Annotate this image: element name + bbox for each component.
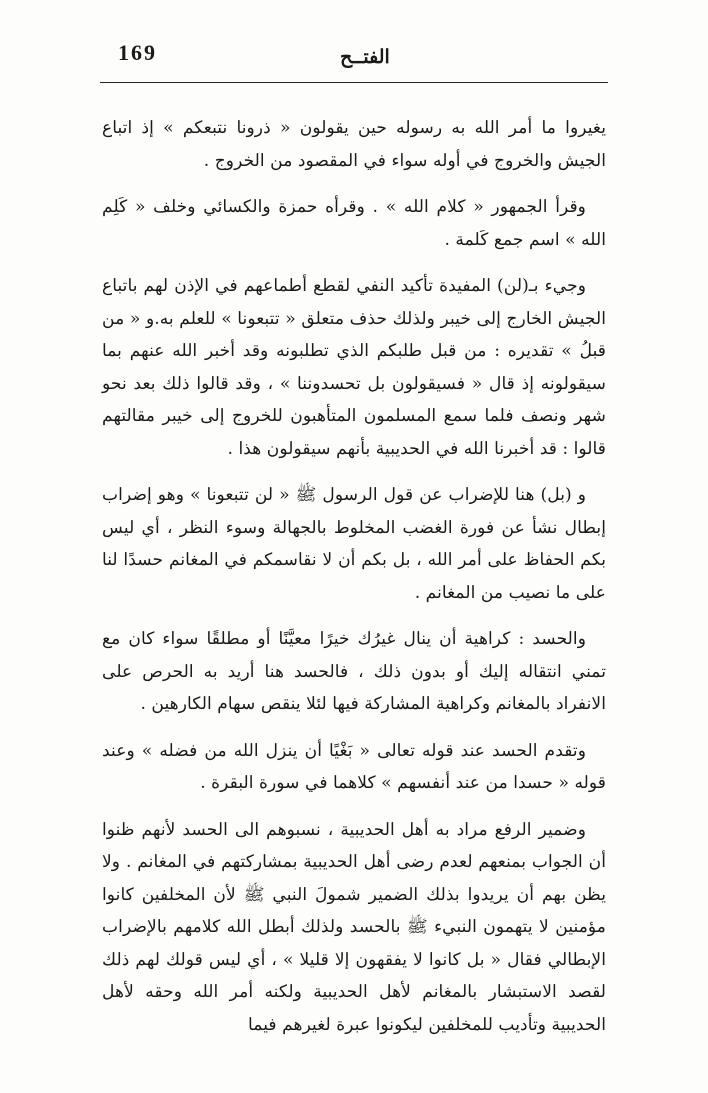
paragraph: يغيروا ما أمر الله به رسوله حين يقولون « ذرونا نتبعكم » إذ اتباع الجيش والخروج في أوله سواء في المقصود من الخروج . xyxy=(102,118,606,171)
running-title: الفتــح xyxy=(340,46,390,68)
paragraph: والحسد : كراهية أن ينال غيرُك خيرًا معيَّنًا أو مطلقًا سواء كان مع تمني انتقاله إليك أو بدون ذلك ، فالحسد هنا أريد به الحرص على الانفراد بالمغانم وكراهية المشاركة فيها لئلا ينقص سهام الكارهين . xyxy=(102,629,606,714)
paragraph: وتقدم الحسد عند قوله تعالى « بَغْيًا أن ينزل الله من فضله » وعند قوله « حسدا من عند أنفسهم » كلاهما في سورة البقرة . xyxy=(102,740,606,793)
paragraph: وجيء بـ(لن) المفيدة تأكيد النفي لقطع أطماعهم في الإذن لهم باتباع الجيش الخارج إلى خيبر ولذلك حذف متعلق « تتبعونا » للعلم به.و « من قبلُ » تقديره : من قبل طلبكم الذي تطلبونه وقد أخبر الله عنهم بما سيقولونه إذ قال « فسيقولون بل تحسدوننا » ، وقد قالوا ذلك بعد نحو شهر ونصف فلما سمع المسلمون المتأهبون للخروج إلى خيبر مقالتهم قالوا : قد أخبرنا الله في الحديبية بأنهم سيقولون هذا . xyxy=(102,276,606,459)
body-text xyxy=(102,112,606,1055)
header-rule xyxy=(100,82,608,83)
paragraph: وضمير الرفع مراد به أهل الحديبية ، نسبوهم الى الحسد لأنهم ظنوا أن الجواب بمنعهم لعدم رضى أهل الحديبية بمشاركتهم في المغانم . ولا يظن بهم أن يريدوا بذلك الضمير شمولَ النبي ﷺ لأن المخلفين كانوا مؤمنين لا يتهمون النبيء ﷺ بالحسد ولذلك أبطل الله كلامهم بالإضراب الإبطالي فقال « بل كانوا لا يفقهون إلا قليلا » ، أي ليس قولك لهم ذلك لقصد الاستبشار بالمغانم لأهل الحديبية ولكنه أمر الله وحقه لأهل الحديبية وتأديب للمخلفين ليكونوا عبرة لغيرهم فيما xyxy=(102,819,606,1035)
paragraph: وقرأ الجمهور « كلام الله » . وقرأه حمزة والكسائي وخلف « كَلِم الله » اسم جمع كَلمة . xyxy=(102,197,606,250)
paragraph: و (بل) هنا للإضراب عن قول الرسول ﷺ « لن تتبعونا » وهو إضراب إبطال نشأ عن فورة الغضب المخلوط بالجهالة وسوء النظر ، أي ليس بكم الحفاظ على أمر الله ، بل بكم أن لا نقاسمكم في المغانم حسدًا لنا على ما نصيب من المغانم . xyxy=(102,485,606,603)
page-number: 169 xyxy=(118,40,157,65)
